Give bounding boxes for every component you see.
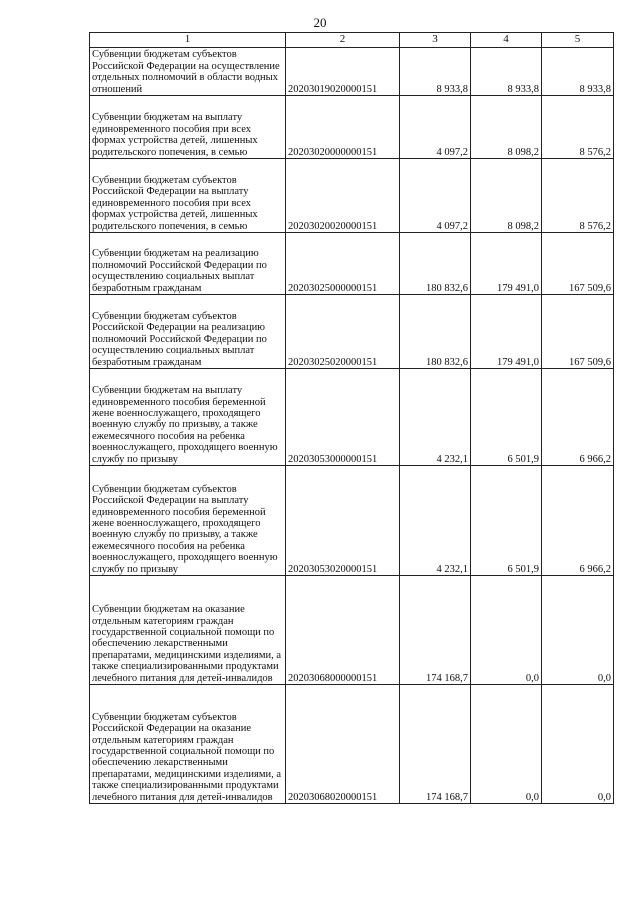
row-code: 20203053000000151 bbox=[286, 369, 400, 466]
row-value-4: 0,0 bbox=[471, 576, 542, 685]
column-header-2: 2 bbox=[286, 33, 400, 48]
table-row bbox=[90, 48, 614, 96]
page-number: 20 bbox=[313, 15, 327, 30]
row-name: Субвенции бюджетам на выплату единовременного пособия беременной жене военнослужащего, проходящего военную службу по призыву, а также ежемесячного пособия на ребенка военнослужащего, проходящего военную службу по призыву bbox=[90, 369, 286, 466]
row-value-4: 179 491,0 bbox=[471, 295, 542, 369]
row-value-3: 8 933,8 bbox=[400, 48, 471, 96]
row-code: 20203020000000151 bbox=[286, 96, 400, 159]
row-code: 20203025000000151 bbox=[286, 233, 400, 295]
table-row bbox=[90, 369, 614, 466]
row-value-4: 8 933,8 bbox=[471, 48, 542, 96]
table-row bbox=[90, 96, 614, 159]
row-name: Субвенции бюджетам субъектов Российской Федерации на оказание отдельным категориям граждан государственной социальной помощи по обеспечению лекарственными препаратами, медицинскими изделиями, а также специализированными продуктами лечебного питания для детей-инвалидов bbox=[90, 685, 286, 804]
row-value-5: 8 933,8 bbox=[542, 48, 614, 96]
row-value-4: 6 501,9 bbox=[471, 369, 542, 466]
budget-table bbox=[89, 32, 614, 804]
table-row bbox=[90, 159, 614, 233]
row-value-4: 179 491,0 bbox=[471, 233, 542, 295]
table-row bbox=[90, 685, 614, 804]
row-value-4: 8 098,2 bbox=[471, 159, 542, 233]
header-row bbox=[90, 33, 614, 48]
row-value-5: 0,0 bbox=[542, 685, 614, 804]
row-name: Субвенции бюджетам на выплату единовременного пособия при всех формах устройства детей, лишенных родительского попечения, в семью bbox=[90, 96, 286, 159]
row-code: 20203020020000151 bbox=[286, 159, 400, 233]
row-value-5: 167 509,6 bbox=[542, 295, 614, 369]
row-name: Субвенции бюджетам на реализацию полномочий Российской Федерации по осуществлению социальных выплат безработным гражданам bbox=[90, 233, 286, 295]
row-code: 20203025020000151 bbox=[286, 295, 400, 369]
column-header-1: 1 bbox=[90, 33, 286, 48]
row-name: Субвенции бюджетам на оказание отдельным категориям граждан государственной социальной помощи по обеспечению лекарственными препаратами, медицинскими изделиями, а также специализированными продуктами лечебного питания для детей-инвалидов bbox=[90, 576, 286, 685]
row-value-5: 0,0 bbox=[542, 576, 614, 685]
row-value-3: 174 168,7 bbox=[400, 576, 471, 685]
row-code: 20203068000000151 bbox=[286, 576, 400, 685]
row-value-3: 4 097,2 bbox=[400, 96, 471, 159]
column-header-3: 3 bbox=[400, 33, 471, 48]
row-value-3: 174 168,7 bbox=[400, 685, 471, 804]
table-row bbox=[90, 295, 614, 369]
row-value-5: 8 576,2 bbox=[542, 96, 614, 159]
row-value-4: 8 098,2 bbox=[471, 96, 542, 159]
row-value-5: 167 509,6 bbox=[542, 233, 614, 295]
row-name: Субвенции бюджетам субъектов Российской Федерации на осуществление отдельных полномочий в области водных отношений bbox=[90, 48, 286, 96]
row-value-3: 4 232,1 bbox=[400, 466, 471, 576]
row-value-3: 4 097,2 bbox=[400, 159, 471, 233]
row-code: 20203068020000151 bbox=[286, 685, 400, 804]
row-value-5: 6 966,2 bbox=[542, 369, 614, 466]
table-row bbox=[90, 466, 614, 576]
row-code: 20203019020000151 bbox=[286, 48, 400, 96]
row-value-3: 180 832,6 bbox=[400, 295, 471, 369]
row-name: Субвенции бюджетам субъектов Российской Федерации на реализацию полномочий Российской Федерации по осуществлению социальных выплат безработным гражданам bbox=[90, 295, 286, 369]
row-name: Субвенции бюджетам субъектов Российской Федерации на выплату единовременного пособия при всех формах устройства детей, лишенных родительского попечения, в семью bbox=[90, 159, 286, 233]
column-header-5: 5 bbox=[542, 33, 614, 48]
row-value-4: 6 501,9 bbox=[471, 466, 542, 576]
row-code: 20203053020000151 bbox=[286, 466, 400, 576]
row-name: Субвенции бюджетам субъектов Российской Федерации на выплату единовременного пособия беременной жене военнослужащего, проходящего военную службу по призыву, а также ежемесячного пособия на ребенка военнослужащего, проходящего военную службу по призыву bbox=[90, 466, 286, 576]
row-value-5: 8 576,2 bbox=[542, 159, 614, 233]
table-row bbox=[90, 233, 614, 295]
row-value-3: 4 232,1 bbox=[400, 369, 471, 466]
row-value-4: 0,0 bbox=[471, 685, 542, 804]
row-value-3: 180 832,6 bbox=[400, 233, 471, 295]
row-value-5: 6 966,2 bbox=[542, 466, 614, 576]
column-header-4: 4 bbox=[471, 33, 542, 48]
table-row bbox=[90, 576, 614, 685]
